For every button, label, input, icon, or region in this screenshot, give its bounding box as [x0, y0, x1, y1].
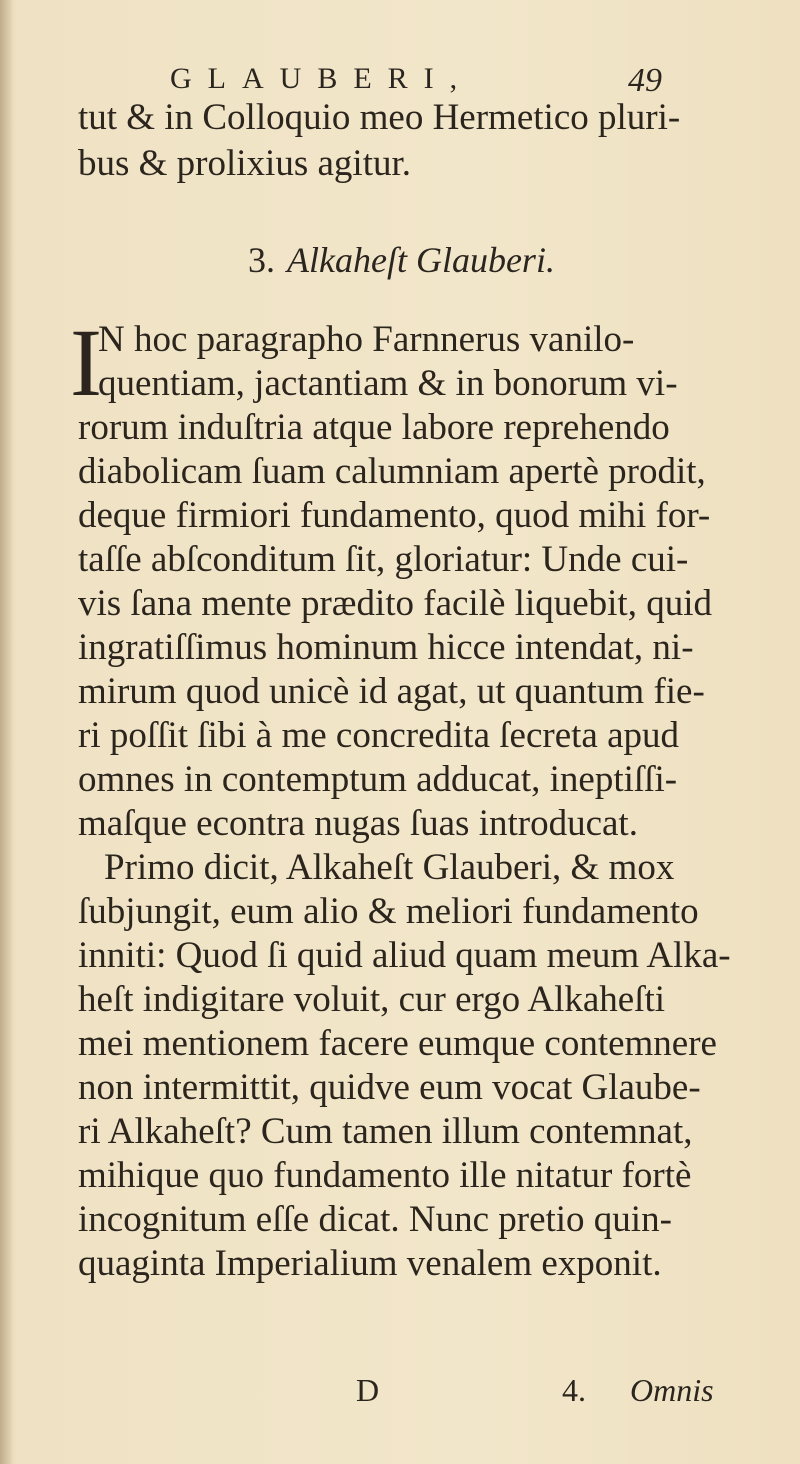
- page-number: 49: [628, 62, 662, 99]
- paragraph-line: maſque econtra nugas ſuas introducat.: [78, 803, 638, 844]
- section-number: 3.: [248, 240, 275, 280]
- paragraph-line: inniti: Quod ſi quid aliud quam meum Alka-: [78, 935, 731, 976]
- paragraph-line: mirum quod unicè id agat, ut quantum fie-: [78, 671, 705, 712]
- paragraph-line: non intermittit, quidve eum vocat Glaube-: [78, 1067, 701, 1108]
- paragraph-line: mihique quo fundamento ille nitatur fortè: [78, 1155, 692, 1196]
- paragraph-line: mei mentionem facere eumque contemnere: [78, 1023, 717, 1064]
- paragraph-line: diabolicam ſuam calumniam apertè prodit,: [78, 451, 706, 492]
- next-section-number: 4.: [562, 1372, 586, 1408]
- paragraph-line: rorum induſtria atque labore reprehendo: [78, 407, 670, 448]
- paragraph-line: heſt indigitare voluit, cur ergo Alkaheſti: [78, 979, 666, 1020]
- page-footer: [0, 1368, 800, 1418]
- running-title: GLAUBERI,: [170, 62, 474, 95]
- paragraph-line: deque firmiori fundamento, quod mihi for-: [78, 495, 711, 536]
- paragraph-line: ri Alkaheſt? Cum tamen illum contemnat,: [78, 1111, 693, 1152]
- paragraph-line: omnes in contemptum adducat, ineptiſſi-: [78, 759, 678, 800]
- paragraph-line: taſſe abſconditum ſit, gloriatur: Unde cui-: [78, 539, 689, 580]
- paragraph-line: quentiam, jactantiam & in bonorum vi-: [98, 363, 678, 404]
- paragraph-line: ri poſſit ſibi à me concredita ſecreta apud: [78, 715, 679, 756]
- paragraph-line: N hoc paragrapho Farnnerus vanilo-: [98, 319, 635, 360]
- paragraph-line: quaginta Imperialium venalem exponit.: [78, 1243, 662, 1284]
- section-title: Alkaheſt Glauberi.: [287, 240, 555, 280]
- catchword: Omnis: [630, 1372, 714, 1408]
- paragraph-line: Primo dicit, Alkaheſt Glauberi, & mox: [104, 847, 675, 888]
- paragraph-line: incognitum eſſe dicat. Nunc pretio quin-: [78, 1199, 672, 1240]
- intro-line-1: tut & in Colloquio meo Hermetico pluri-: [78, 97, 681, 138]
- paragraph-line: ingratiſſimus hominum hicce intendat, ni-: [78, 627, 694, 668]
- paragraph-line: ſubjungit, eum alio & meliori fundamento: [78, 891, 699, 932]
- signature-mark: D: [356, 1372, 380, 1408]
- intro-line-2: bus & prolixius agitur.: [78, 143, 411, 184]
- paragraph-line: vis ſana mente prædito facilè liquebit, quid: [78, 583, 712, 624]
- page-gutter-shadow: [0, 0, 14, 1464]
- drop-cap: I: [70, 309, 102, 416]
- section-heading: [248, 238, 555, 282]
